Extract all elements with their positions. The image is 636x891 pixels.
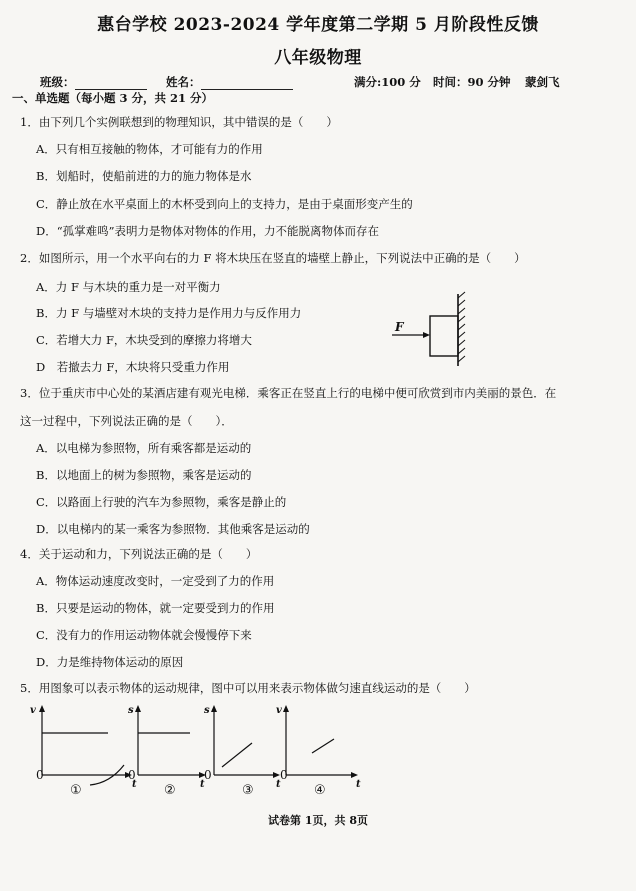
question-5-stem: 5．用图象可以表示物体的运动规律，图中可以用来表示物体做匀速直线运动的是（ ） [20,681,476,695]
graph-4 [272,703,372,798]
wooden-block [430,316,458,356]
section-heading: 一、单选题（每小题 3 分，共 21 分） [12,91,214,105]
q4-option-b: B．只要是运动的物体，就一定要受到力的作用 [36,601,275,615]
q1-option-b: B．划船时，使船前进的力的施力物体是水 [36,169,252,183]
q2-option-d: D 若撤去力 F，木块将只受重力作用 [36,360,230,374]
graph-3-y-arrow [211,705,217,712]
graph-2-origin: 0 [128,768,136,782]
q3-option-b: B．以地面上的树为参照物，乘客是运动的 [36,468,252,482]
graph-3-line [222,743,252,767]
graph-4-y-label: v [276,705,282,716]
graph-4-x-arrow [351,772,358,778]
class-field [40,74,147,90]
name-blank [201,78,293,90]
graph-4-x-label: t [356,779,361,790]
graph-1-number: ① [70,783,82,798]
graph-1-y-arrow [39,705,45,712]
exam-subtitle: 八年级物理 [274,48,362,68]
question-1-stem: 1．由下列几个实例联想到的物理知识，其中错误的是（ ） [20,115,338,129]
graph-3-x-label: t [276,779,281,790]
graph-1 [28,703,138,798]
graph-2-number: ② [164,783,176,798]
graph-1-x-label: t [132,779,137,790]
q4-option-c: C．没有力的作用运动物体就会慢慢停下来 [36,628,252,642]
q3-option-d: D．以电梯内的某一乘客为参照物．其他乘客是运动的 [36,522,310,536]
graph-4-origin: 0 [280,768,288,782]
q1-option-d: D．“孤掌难鸣”表明力是物体对物体的作用，力不能脱离物体而存在 [36,224,379,238]
score-info: 满分:100 分 [354,75,421,89]
question-4-stem: 4．关于运动和力，下列说法正确的是（ ） [20,547,258,561]
graph-1-y-label: v [30,705,36,716]
graph-4-number: ④ [314,783,326,798]
q4-option-d: D．力是维持物体运动的原因 [36,655,184,669]
q1-option-c: C．静止放在水平桌面上的木杯受到向上的支持力，是由于桌面形变产生的 [36,197,413,211]
question-3-stem: 3．位于重庆市中心处的某酒店建有观光电梯．乘客正在竖直上行的电梯中便可欣赏到市内美丽的景色．在 [20,386,557,400]
graph-4-line [312,739,334,753]
wall-hatching [458,292,465,362]
graph-3-y-label: s [204,705,210,716]
graph-1-origin: 0 [36,768,44,782]
graph-2-y-label: s [128,705,134,716]
q3-option-a: A．以电梯为参照物，所有乘客都是运动的 [36,441,252,455]
class-label: 班级： [40,75,75,89]
graph-2-x-label: t [200,779,205,790]
name-field [166,74,293,90]
graph-3-origin: 0 [204,768,212,782]
force-label: F [395,320,404,334]
q3-option-c: C．以路面上行驶的汽车为参照物，乘客是静止的 [36,495,287,509]
question-3-stem-cont: 这一过程中，下列说法正确的是（ ）． [20,414,233,428]
time-info: 时间：90 分钟 [433,75,511,89]
q2-option-a: A．力 F 与木块的重力是一对平衡力 [36,280,221,294]
q2-option-b: B．力 F 与墙壁对木块的支持力是作用力与反作用力 [36,306,302,320]
name-label: 姓名： [166,75,201,89]
exam-title: 惠台学校 2023-2024 学年度第二学期 5 月阶段性反馈 [97,15,539,35]
graph-3-number: ③ [242,783,254,798]
force-arrow-head [423,332,430,338]
graph-2-y-arrow [135,705,141,712]
q4-option-a: A．物体运动速度改变时，一定受到了力的作用 [36,574,275,588]
q1-option-a: A．只有相互接触的物体，才可能有力的作用 [36,142,263,156]
page-footer: 试卷第 1页，共 8页 [268,814,368,827]
question-2-stem: 2．如图所示，用一个水平向右的力 F 将木块压在竖直的墙壁上静止，下列说法中正确的是（ ） [20,251,526,265]
author-info: 蒙剑飞 [525,75,560,89]
graph-4-y-arrow [283,705,289,712]
q2-option-c: C．若增大力 F，木块受到的摩擦力将增大 [36,333,252,347]
class-blank [75,78,147,90]
